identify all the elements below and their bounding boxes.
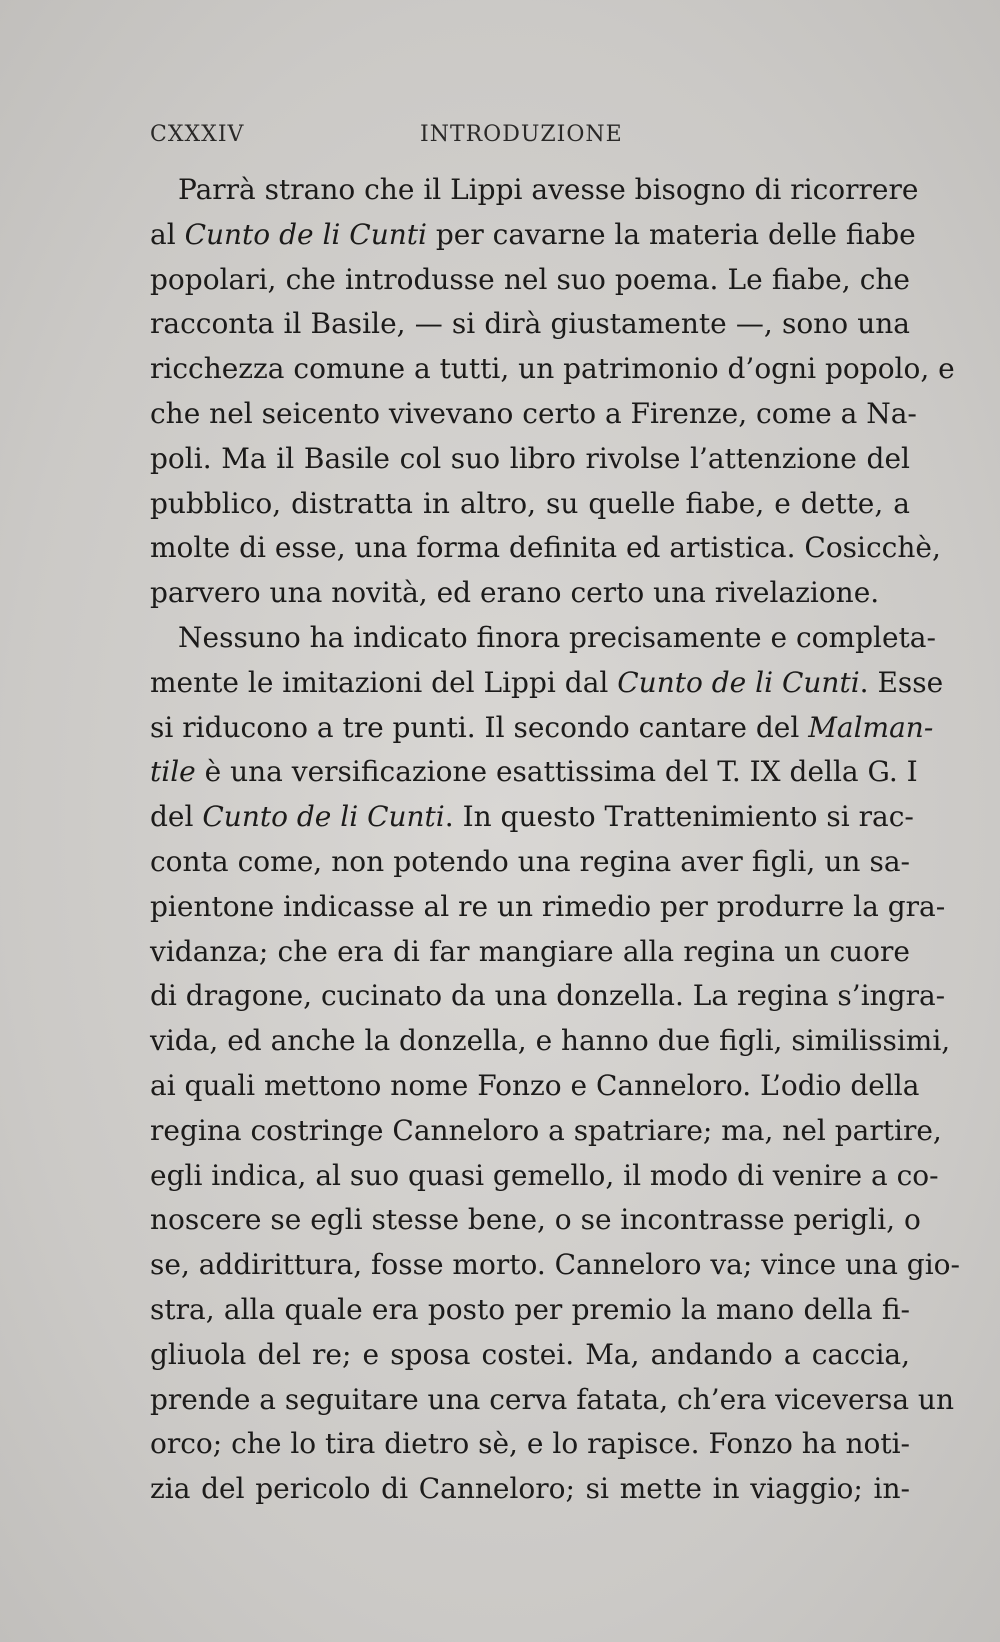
text-segment: prende a seguitare una cerva fatata, ch’era viceversa un bbox=[150, 1382, 955, 1416]
text-segment: Nessuno ha indicato finora precisamente e completa- bbox=[178, 620, 936, 654]
text-segment: noscere se egli stesse bene, o se incontrasse perigli, o bbox=[150, 1203, 921, 1237]
text-segment: mente le imitazioni del Lippi dal bbox=[150, 665, 618, 699]
text-line bbox=[150, 1288, 910, 1333]
text-segment: . Esse bbox=[859, 665, 944, 699]
text-line bbox=[150, 930, 910, 975]
text-segment: zia del pericolo di Canneloro; si mette in viaggio; in- bbox=[150, 1472, 910, 1506]
italic-title: Cunto de li Cunti bbox=[202, 800, 445, 834]
text-segment: stra, alla quale era posto per premio la mano della fi- bbox=[150, 1292, 910, 1326]
text-segment: è una versificazione esattissima del T. IX della G. I bbox=[195, 755, 918, 789]
text-segment: gliuola del re; e sposa costei. Ma, andando a caccia, bbox=[150, 1337, 910, 1371]
text-segment: poli. Ma il Basile col suo libro rivolse l’attenzione del bbox=[150, 441, 910, 475]
text-line bbox=[150, 1154, 939, 1199]
text-line bbox=[150, 661, 944, 706]
italic-title: tile bbox=[150, 755, 196, 789]
text-line bbox=[150, 1467, 910, 1512]
italic-title: Cunto de li Cunti bbox=[184, 217, 427, 251]
text-line bbox=[150, 302, 910, 347]
text-segment: si riducono a tre punti. Il secondo cantare del bbox=[150, 710, 809, 744]
italic-title: Cunto de li Cunti bbox=[617, 665, 860, 699]
text-line bbox=[150, 258, 910, 303]
text-line bbox=[150, 347, 955, 392]
text-segment: parvero una novità, ed erano certo una rivelazione. bbox=[150, 576, 880, 610]
running-head bbox=[150, 122, 650, 152]
text-line bbox=[150, 795, 914, 840]
text-segment: per cavarne la materia delle fiabe bbox=[426, 217, 916, 251]
text-line bbox=[150, 1019, 951, 1064]
text-segment: popolari, che introdusse nel suo poema. Le fiabe, che bbox=[150, 262, 910, 296]
text-line bbox=[150, 885, 946, 930]
text-line bbox=[150, 526, 941, 571]
text-segment: ai quali mettono nome Fonzo e Canneloro. L’odio della bbox=[150, 1068, 920, 1102]
italic-title: Malman- bbox=[808, 710, 934, 744]
text-line bbox=[150, 168, 919, 213]
text-segment: vida, ed anche la donzella, e hanno due figli, similissimi, bbox=[150, 1024, 951, 1058]
text-line bbox=[150, 1198, 921, 1243]
text-line bbox=[150, 1333, 910, 1378]
text-line bbox=[150, 840, 910, 885]
text-line bbox=[150, 392, 917, 437]
text-segment: pubblico, distratta in altro, su quelle fiabe, e dette, a bbox=[150, 486, 910, 520]
text-segment: del bbox=[150, 800, 203, 834]
text-segment: al bbox=[150, 217, 185, 251]
text-line bbox=[150, 1109, 942, 1154]
text-segment: di dragone, cucinato da una donzella. La regina s’ingra- bbox=[150, 979, 946, 1013]
text-segment: conta come, non potendo una regina aver figli, un sa- bbox=[150, 844, 910, 878]
text-segment: pientone indicasse al re un rimedio per produrre la gra- bbox=[150, 889, 946, 923]
body-text bbox=[150, 168, 961, 1512]
text-line bbox=[150, 1422, 910, 1467]
text-segment: . In questo Trattenimiento si rac- bbox=[444, 800, 914, 834]
text-line bbox=[150, 706, 934, 751]
text-line bbox=[150, 213, 916, 258]
text-line bbox=[150, 1243, 961, 1288]
section-title: INTRODUZIONE bbox=[420, 122, 623, 147]
text-segment: egli indica, al suo quasi gemello, il modo di venire a co- bbox=[150, 1158, 939, 1192]
text-segment: orco; che lo tira dietro sè, e lo rapisce. Fonzo ha noti- bbox=[150, 1427, 910, 1461]
text-segment: Parrà strano che il Lippi avesse bisogno di ricorrere bbox=[178, 173, 919, 206]
text-line bbox=[150, 1064, 920, 1109]
text-line bbox=[150, 616, 936, 661]
text-segment: vidanza; che era di far mangiare alla regina un cuore bbox=[150, 934, 910, 968]
text-segment: molte di esse, una forma definita ed artistica. Cosicchè, bbox=[150, 531, 941, 565]
text-segment: regina costringe Canneloro a spatriare; ma, nel partire, bbox=[150, 1113, 942, 1147]
page-number: CXXXIV bbox=[150, 122, 245, 147]
text-segment: se, addirittura, fosse morto. Canneloro va; vince una gio- bbox=[150, 1248, 961, 1282]
text-line bbox=[150, 1378, 955, 1423]
text-line bbox=[150, 974, 946, 1019]
text-line bbox=[150, 437, 910, 482]
text-segment: racconta il Basile, — si dirà giustamente —, sono una bbox=[150, 307, 910, 341]
text-line bbox=[150, 482, 910, 527]
text-segment: ricchezza comune a tutti, un patrimonio d’ogni popolo, e bbox=[150, 352, 955, 386]
text-segment: che nel seicento vivevano certo a Firenze, come a Na- bbox=[150, 396, 917, 430]
text-line bbox=[150, 571, 910, 616]
text-line bbox=[150, 750, 918, 795]
